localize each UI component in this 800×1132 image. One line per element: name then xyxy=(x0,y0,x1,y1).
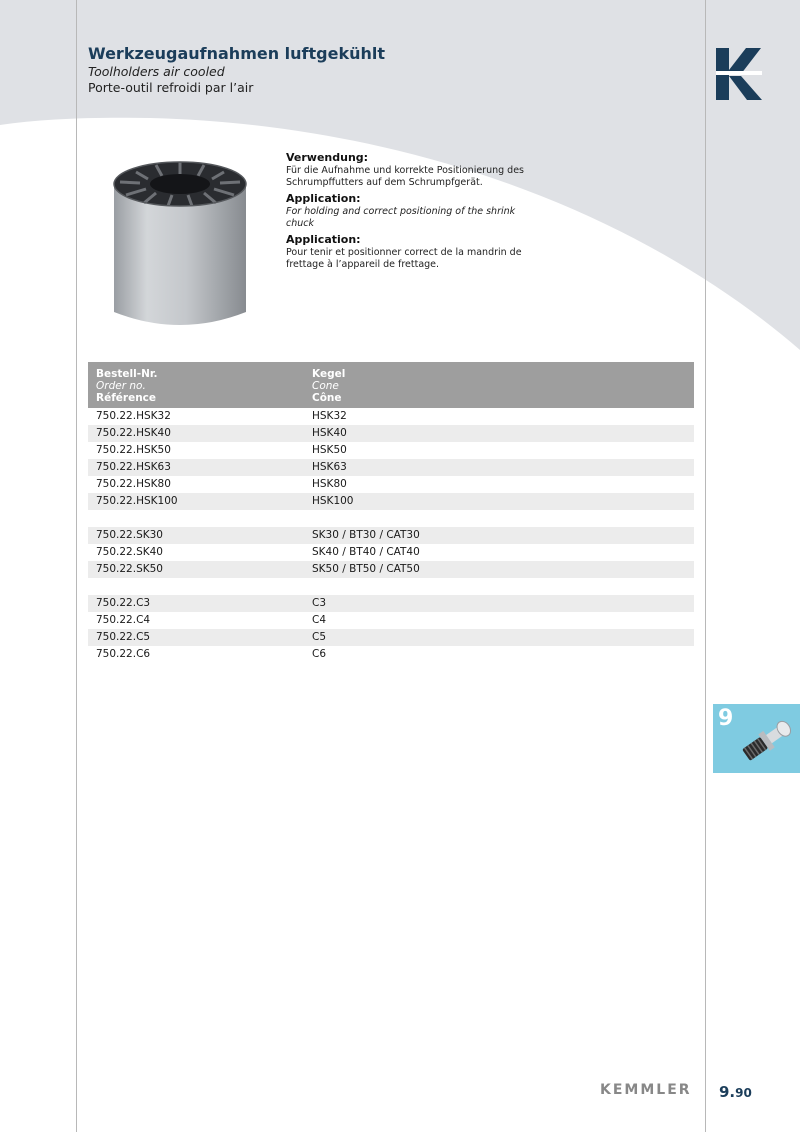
table-row xyxy=(88,425,694,442)
kemmler-k-logo xyxy=(716,48,762,100)
table-row xyxy=(88,527,694,544)
chapter-number: 9 xyxy=(718,706,734,731)
cone-cell: HSK32 xyxy=(312,410,347,422)
header-order-number-de: Bestell-Nr. xyxy=(96,368,158,380)
usage-text-german: Für die Aufnahme und korrekte Positionierung des Schrumpffutters auf dem Schrumpfgerät. xyxy=(286,165,525,188)
page-number xyxy=(719,1083,752,1101)
order-number-cell: 750.22.HSK50 xyxy=(96,444,171,456)
cone-cell: SK50 / BT50 / CAT50 xyxy=(312,563,420,575)
order-number-cell: 750.22.HSK80 xyxy=(96,478,171,490)
order-number-cell: 750.22.C3 xyxy=(96,597,151,609)
order-number-cell: 750.22.HSK63 xyxy=(96,461,171,473)
usage-heading-german: Verwendung: xyxy=(286,151,369,164)
cone-cell: SK40 / BT40 / CAT40 xyxy=(312,546,420,558)
header-cone-fr: Cône xyxy=(312,392,342,404)
usage-text-french: Pour tenir et positionner correct de la mandrin de frettage à l’appareil de frettage. xyxy=(286,247,522,270)
cone-cell: HSK40 xyxy=(312,427,347,439)
order-number-cell: 750.22.C4 xyxy=(96,614,151,626)
order-number-cell: 750.22.SK30 xyxy=(96,529,163,541)
order-number-cell: 750.22.SK40 xyxy=(96,546,163,558)
usage-description xyxy=(286,151,546,274)
table-row xyxy=(88,629,694,646)
table-row xyxy=(88,561,694,578)
table-row xyxy=(88,544,694,561)
cone-cell: SK30 / BT30 / CAT30 xyxy=(312,529,420,541)
table-row xyxy=(88,646,694,663)
header-cone-de: Kegel xyxy=(312,368,346,380)
usage-block-french xyxy=(286,233,546,271)
page-header xyxy=(88,44,385,96)
page-subtitle-french: Porte-outil refroidi par l’air xyxy=(88,80,254,95)
usage-text-english: For holding and correct positioning of the shrink chuck xyxy=(286,206,516,229)
table-row xyxy=(88,408,694,425)
table-row xyxy=(88,595,694,612)
cone-cell: HSK50 xyxy=(312,444,347,456)
order-number-cell: 750.22.C6 xyxy=(96,648,151,660)
order-number-cell: 750.22.SK50 xyxy=(96,563,163,575)
footer-brand: KEMMLER xyxy=(600,1082,692,1098)
cone-cell: HSK80 xyxy=(312,478,347,490)
page-number-main: 9. xyxy=(719,1083,736,1101)
pull-stud-icon xyxy=(735,716,797,764)
cone-cell: HSK100 xyxy=(312,495,354,507)
usage-block-english xyxy=(286,192,546,230)
table-row xyxy=(88,459,694,476)
table-row xyxy=(88,442,694,459)
header-order-number xyxy=(96,368,158,404)
table-header xyxy=(88,362,694,408)
page-title: Werkzeugaufnahmen luftgekühlt xyxy=(88,44,386,63)
table-group-spacer xyxy=(88,578,694,595)
header-order-number-en: Order no. xyxy=(96,380,146,392)
cone-cell: C4 xyxy=(312,614,327,626)
header-cone-en: Cone xyxy=(312,380,339,392)
page-subtitle-english: Toolholders air cooled xyxy=(88,64,225,79)
left-margin-line xyxy=(76,0,77,1132)
header-cone xyxy=(312,368,345,404)
table-row xyxy=(88,493,694,510)
order-number-cell: 750.22.HSK100 xyxy=(96,495,178,507)
product-image-cooling-adapter xyxy=(104,152,256,330)
page-number-sub: 90 xyxy=(735,1086,752,1100)
usage-heading-english: Application: xyxy=(286,192,361,205)
product-table xyxy=(88,362,694,663)
table-group-spacer xyxy=(88,510,694,527)
table-row xyxy=(88,476,694,493)
cone-cell: C5 xyxy=(312,631,327,643)
order-number-cell: 750.22.C5 xyxy=(96,631,151,643)
table-row xyxy=(88,612,694,629)
cone-cell: HSK63 xyxy=(312,461,347,473)
header-order-number-fr: Référence xyxy=(96,392,157,404)
chapter-tab[interactable] xyxy=(713,704,800,773)
cone-cell: C3 xyxy=(312,597,327,609)
usage-heading-french: Application: xyxy=(286,233,361,246)
order-number-cell: 750.22.HSK32 xyxy=(96,410,171,422)
usage-block-german xyxy=(286,151,546,189)
cone-cell: C6 xyxy=(312,648,327,660)
order-number-cell: 750.22.HSK40 xyxy=(96,427,171,439)
right-margin-line xyxy=(705,0,706,1132)
